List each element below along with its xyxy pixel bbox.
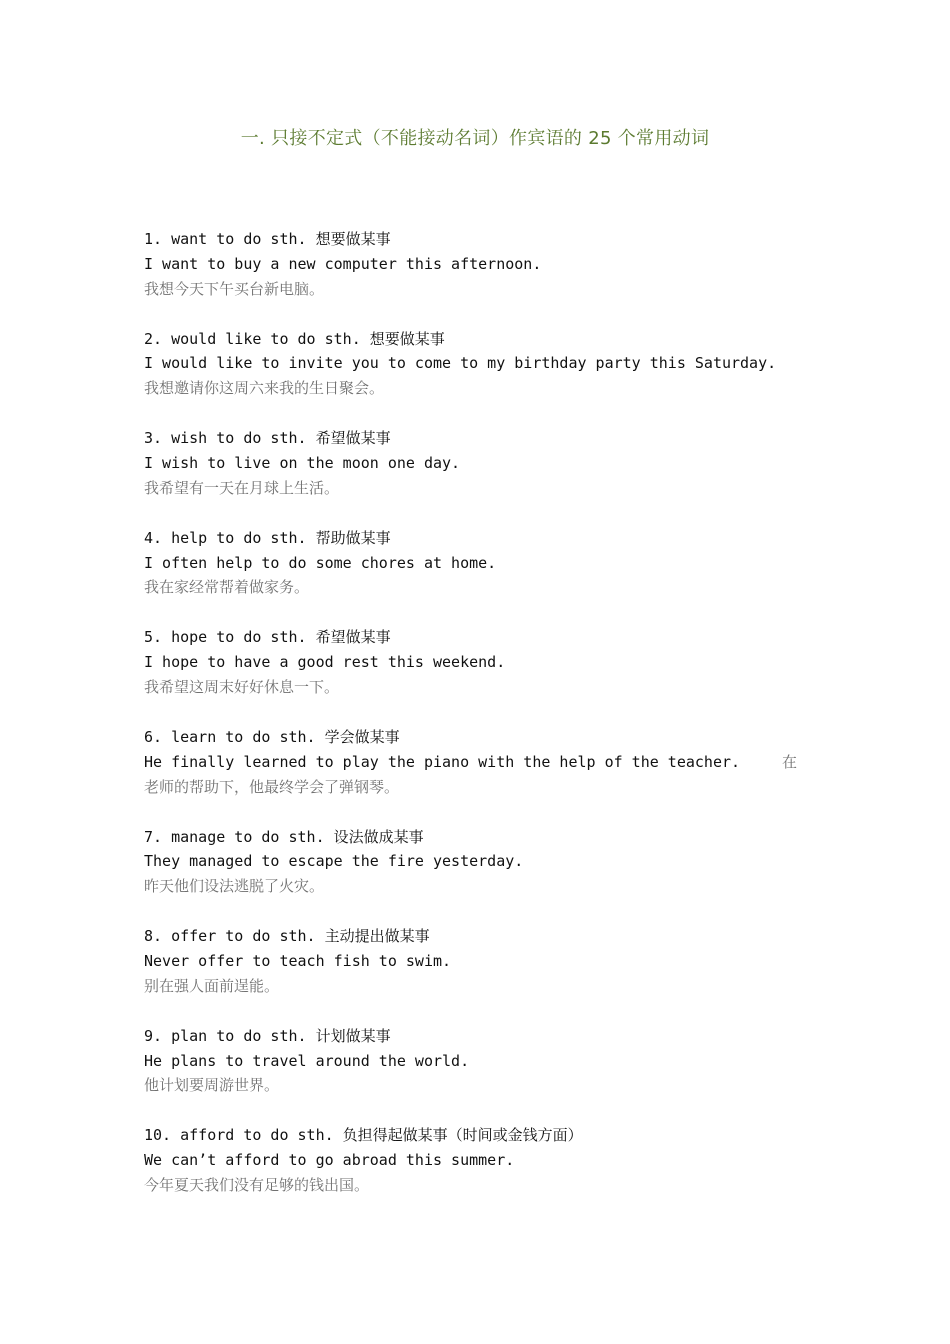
entry-6 (144, 725, 824, 825)
entry-translation: 今年夏天我们没有足够的钱出国。 (144, 1175, 370, 1194)
entry-heading: 4. help to do sth. 帮助做某事 (144, 528, 391, 547)
entry-translation: 昨天他们设法逃脱了火灾。 (144, 877, 325, 896)
entry-2 (144, 327, 824, 427)
entry-10 (144, 1123, 824, 1223)
entry-heading: 2. would like to do sth. 想要做某事 (144, 329, 445, 348)
entry-example-line (144, 750, 824, 775)
entry-example: He plans to travel around the world. (144, 1051, 470, 1070)
entry-heading: 9. plan to do sth. 计划做某事 (144, 1026, 391, 1045)
entry-example: I would like to invite you to come to my birthday party this Saturday. (144, 354, 777, 373)
entry-translation: 老师的帮助下，他最终学会了弹钢琴。 (144, 777, 400, 796)
entry-5 (144, 625, 824, 725)
entry-heading: 5. hope to do sth. 希望做某事 (144, 628, 391, 647)
entry-example: I hope to have a good rest this weekend. (144, 653, 506, 672)
entry-example: Never offer to teach fish to swim. (144, 951, 452, 970)
entry-translation: 他计划要周游世界。 (144, 1076, 280, 1095)
entry-heading: 1. want to do sth. 想要做某事 (144, 230, 391, 248)
entry-example: We can’t afford to go abroad this summer. (144, 1151, 515, 1170)
entry-translation: 我想今天下午买台新电脑。 (144, 279, 325, 298)
entry-translation: 我在家经常帮着做家务。 (144, 578, 310, 597)
entry-translation: 我希望这周末好好休息一下。 (144, 677, 340, 696)
entry-example: I want to buy a new computer this afternoon. (144, 254, 542, 273)
entry-heading: 7. manage to do sth. 设法做成某事 (144, 827, 424, 846)
entry-translation: 我希望有一天在月球上生活。 (144, 478, 340, 497)
entry-translation: 别在强人面前逞能。 (144, 976, 280, 995)
entry-heading: 6. learn to do sth. 学会做某事 (144, 727, 400, 746)
entry-7 (144, 825, 824, 925)
document-title: 一. 只接不定式（不能接动名词）作宾语的 25 个常用动词 (240, 128, 710, 149)
entry-heading: 10. afford to do sth. 负担得起做某事（时间或金钱方面） (144, 1126, 583, 1145)
entry-list (144, 227, 824, 1223)
entry-3 (144, 426, 824, 526)
entry-heading: 3. wish to do sth. 希望做某事 (144, 429, 391, 448)
entry-1 (144, 227, 824, 327)
entry-example-tail: 在 (782, 752, 798, 771)
entry-example: I wish to live on the moon one day. (144, 453, 461, 472)
entry-8 (144, 924, 824, 1024)
entry-4 (144, 526, 824, 626)
entry-translation: 我想邀请你这周六来我的生日聚会。 (144, 379, 385, 398)
entry-example: I often help to do some chores at home. (144, 553, 497, 572)
entry-example: They managed to escape the fire yesterday. (144, 852, 524, 871)
entry-9 (144, 1024, 824, 1124)
entry-heading: 8. offer to do sth. 主动提出做某事 (144, 927, 430, 946)
entry-example: He finally learned to play the piano with the help of the teacher. (144, 752, 741, 771)
